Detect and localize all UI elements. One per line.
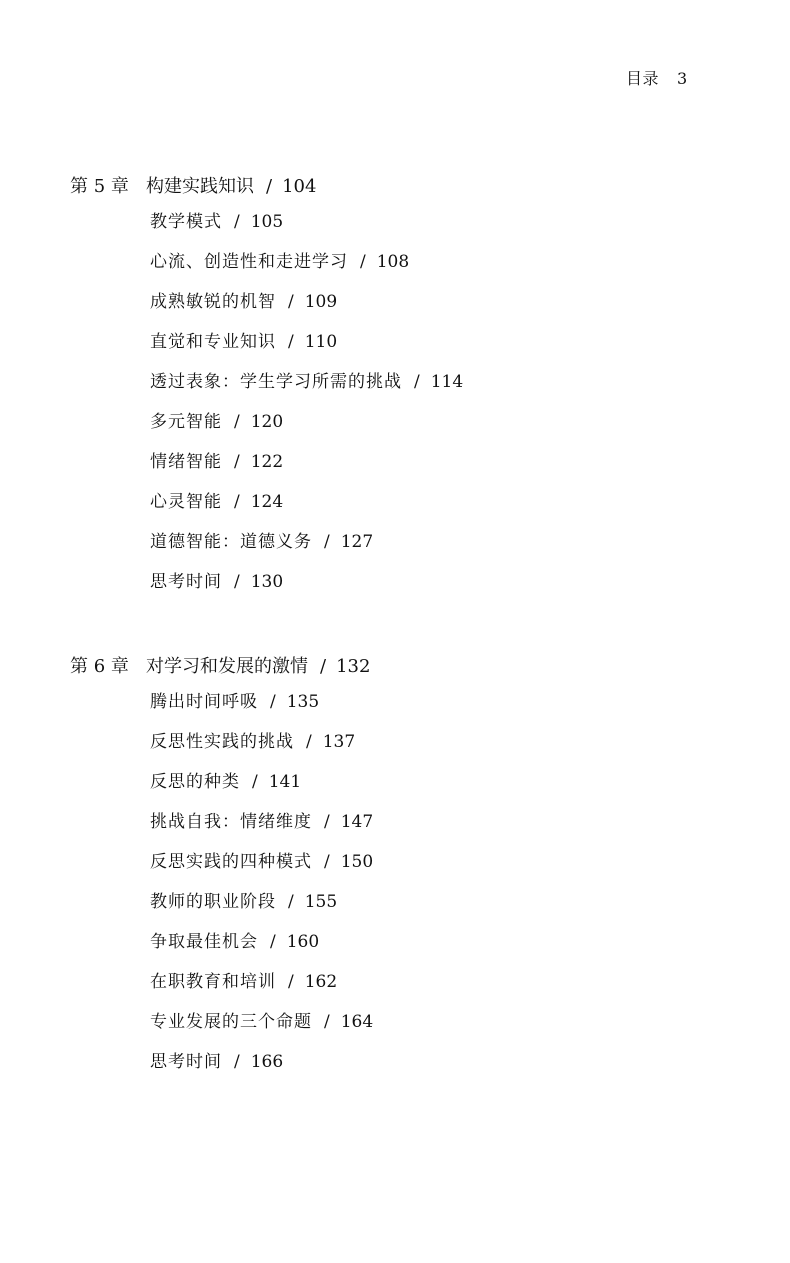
chapter-5-entry [70,172,730,602]
section-title: 反思的种类 [150,772,240,792]
toc-entry: 心流、创造性和走进学习 / 108 [150,252,410,272]
toc-entry: 思考时间 / 130 [150,572,284,592]
toc-entry: 反思实践的四种模式 / 150 [150,852,374,872]
section-page: 150 [340,852,374,872]
toc-entry: 思考时间 / 166 [150,1052,284,1072]
section-page: 137 [322,732,356,752]
toc-entry: 反思的种类 / 141 [150,772,302,792]
section-title: 教学模式 [150,212,222,232]
section-title: 争取最佳机会 [150,932,258,952]
toc-entry: 心灵智能 / 124 [150,492,284,512]
chapter-heading: 第 5 章 构建实践知识 / 104 [70,172,730,202]
section-page: 160 [286,932,320,952]
section-title: 心灵智能 [150,492,222,512]
chapter-title: 构建实践知识 [146,176,254,197]
section-page: 114 [430,372,464,392]
toc-entry: 在职教育和培训 / 162 [150,972,338,992]
chapter-label: 第 6 章 [70,656,129,677]
section-title: 腾出时间呼吸 [150,692,258,712]
section-page: 127 [340,532,374,552]
section-page: 109 [304,292,338,312]
header-section-title: 目录 [626,69,660,88]
section-page: 166 [250,1052,284,1072]
section-page: 135 [286,692,320,712]
section-page: 105 [250,212,284,232]
chapter-heading: 第 6 章 对学习和发展的激情 / 132 [70,652,730,682]
section-list [70,682,730,1082]
section-title: 心流、创造性和走进学习 [150,252,348,272]
section-title: 反思实践的四种模式 [150,852,312,872]
section-page: 108 [376,252,410,272]
section-title: 在职教育和培训 [150,972,276,992]
toc-entry: 腾出时间呼吸 / 135 [150,692,320,712]
section-page: 162 [304,972,338,992]
section-title: 成熟敏锐的机智 [150,292,276,312]
toc-entry: 挑战自我：情绪维度 / 147 [150,812,374,832]
toc-entry: 教师的职业阶段 / 155 [150,892,338,912]
section-title: 挑战自我：情绪维度 [150,812,312,832]
section-title: 直觉和专业知识 [150,332,276,352]
toc-entry: 道德智能：道德义务 / 127 [150,532,374,552]
toc-entry: 透过表象：学生学习所需的挑战 / 114 [150,372,464,392]
section-title: 教师的职业阶段 [150,892,276,912]
toc-entry: 成熟敏锐的机智 / 109 [150,292,338,312]
section-title: 反思性实践的挑战 [150,732,294,752]
chapter-page: 104 [282,176,317,197]
toc-entry: 教学模式 / 105 [150,212,284,232]
toc-entry: 情绪智能 / 122 [150,452,284,472]
section-page: 120 [250,412,284,432]
section-title: 道德智能：道德义务 [150,532,312,552]
chapter-6-entry [70,652,730,1082]
section-title: 情绪智能 [150,452,222,472]
chapter-label: 第 5 章 [70,176,129,197]
section-page: 124 [250,492,284,512]
toc-entry: 反思性实践的挑战 / 137 [150,732,356,752]
section-title: 思考时间 [150,572,222,592]
toc-entry: 直觉和专业知识 / 110 [150,332,338,352]
section-page: 141 [268,772,302,792]
section-title: 透过表象：学生学习所需的挑战 [150,372,402,392]
section-page: 155 [304,892,338,912]
toc-entry: 多元智能 / 120 [150,412,284,432]
chapter-title: 对学习和发展的激情 [146,656,308,677]
header-page-number: 3 [677,69,688,88]
section-title: 思考时间 [150,1052,222,1072]
chapter-page: 132 [336,656,371,677]
section-page: 130 [250,572,284,592]
section-title: 多元智能 [150,412,222,432]
section-page: 122 [250,452,284,472]
section-page: 164 [340,1012,374,1032]
section-page: 110 [304,332,338,352]
running-header [626,66,688,89]
section-list [70,202,730,602]
section-title: 专业发展的三个命题 [150,1012,312,1032]
section-page: 147 [340,812,374,832]
toc-entry: 专业发展的三个命题 / 164 [150,1012,374,1032]
toc-entry: 争取最佳机会 / 160 [150,932,320,952]
